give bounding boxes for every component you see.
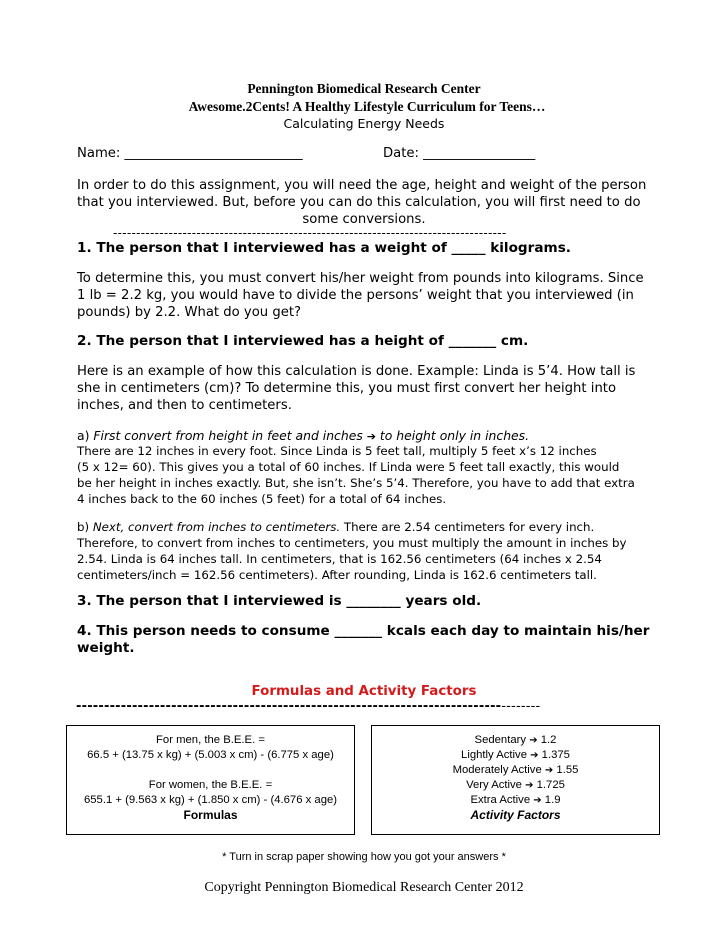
activity-value: 1.375 bbox=[541, 749, 570, 761]
men-bee-label: For men, the B.E.E. = bbox=[156, 734, 265, 746]
step-b-lead: Next, convert from inches to centimeters. bbox=[89, 520, 341, 534]
copyright-footer: Copyright Pennington Biomedical Research Center 2012 bbox=[204, 880, 524, 895]
step-b-heading bbox=[77, 519, 594, 535]
activity-item-very-active bbox=[372, 778, 659, 793]
activity-label: Lightly Active bbox=[461, 749, 527, 761]
intro-line-1: In order to do this assignment, you will need the age, height and weight of the person bbox=[77, 178, 647, 193]
step-a-line-2: (5 x 12= 60). This gives you a total of 60 inches. If Linda were 5 feet tall exactly, this would bbox=[77, 460, 620, 474]
step-b-letter: b) bbox=[77, 520, 90, 534]
step-b-rest: There are 2.54 centimeters for every inch. bbox=[340, 520, 595, 534]
step-a-lead: First convert from height in feet and inches bbox=[89, 428, 367, 443]
scrap-paper-note: * Turn in scrap paper showing how you got your answers * bbox=[222, 851, 506, 863]
formulas-box bbox=[66, 725, 355, 835]
section-divider: ------------------------------------------------------------------------------------- bbox=[113, 226, 507, 240]
arrow-right-icon: ➔ bbox=[530, 750, 539, 761]
step-b-line-1: Therefore, to convert from inches to centimeters, you must multiply the amount in inches by bbox=[77, 536, 627, 550]
activity-item-moderately-active bbox=[372, 763, 659, 778]
arrow-right-icon: ➔ bbox=[544, 765, 554, 776]
activity-label: Moderately Active bbox=[452, 764, 542, 776]
activity-label: Very Active bbox=[466, 779, 522, 791]
women-bee-formula: 655.1 + (9.563 x kg) + (1.850 x cm) - (4.676 x age) bbox=[83, 794, 338, 806]
formulas-divider bbox=[76, 699, 540, 714]
activity-value: 1.725 bbox=[536, 779, 565, 791]
formulas-section-title: Formulas and Activity Factors bbox=[251, 684, 477, 699]
arrow-right-icon: ➔ bbox=[366, 430, 376, 443]
step-a-heading bbox=[77, 428, 529, 443]
men-bee-formula: 66.5 + (13.75 x kg) + (5.003 x cm) - (6.775 x age) bbox=[87, 749, 334, 761]
activity-item-lightly-active bbox=[372, 748, 659, 763]
question-1-heading: 1. The person that I interviewed has a weight of _____ kilograms. bbox=[77, 240, 571, 256]
question-3-heading: 3. The person that I interviewed is ________ years old. bbox=[77, 593, 482, 609]
women-bee-label: For women, the B.E.E. = bbox=[148, 779, 273, 791]
question-2-heading: 2. The person that I interviewed has a height of _______ cm. bbox=[77, 333, 529, 349]
intro-line-3: some conversions. bbox=[302, 212, 426, 227]
activity-label: Extra Active bbox=[470, 794, 531, 806]
q1-text-3: pounds) by 2.2. What do you get? bbox=[77, 305, 302, 320]
activity-value: 1.2 bbox=[540, 734, 557, 746]
activity-value: 1.9 bbox=[544, 794, 561, 806]
curriculum-title: Awesome.2Cents! A Healthy Lifestyle Curriculum for Teens… bbox=[188, 99, 546, 114]
q2-text-2: she in centimeters (cm)? To determine this, you must first convert her height into bbox=[77, 381, 617, 396]
formulas-caption: Formulas bbox=[183, 808, 238, 822]
activity-item-sedentary bbox=[372, 733, 659, 748]
formulas-divider-main: ---------------------------------------------------------------------------- bbox=[76, 699, 502, 714]
arrow-right-icon: ➔ bbox=[525, 780, 534, 791]
formulas-divider-tail: -------- bbox=[501, 699, 541, 714]
date-field[interactable]: Date: _________________ bbox=[383, 146, 536, 161]
activity-factors-box bbox=[371, 725, 660, 835]
activity-factors-caption: Activity Factors bbox=[470, 808, 561, 822]
arrow-right-icon: ➔ bbox=[529, 735, 538, 746]
q1-text-1: To determine this, you must convert his/her weight from pounds into kilograms. Since bbox=[77, 271, 644, 286]
activity-label: Sedentary bbox=[474, 734, 527, 746]
intro-line-2: that you interviewed. But, before you can do this calculation, you will first need to do bbox=[77, 195, 641, 210]
step-a-line-1: There are 12 inches in every foot. Since Linda is 5 feet tall, multiply 5 feet x’s 12 inches bbox=[77, 444, 597, 458]
org-title: Pennington Biomedical Research Center bbox=[247, 81, 481, 96]
arrow-right-icon: ➔ bbox=[533, 795, 542, 806]
step-a-letter: a) bbox=[77, 428, 90, 443]
step-a-line-4: 4 inches back to the 60 inches (5 feet) for a total of 64 inches. bbox=[77, 492, 447, 506]
activity-item-extra-active bbox=[372, 793, 659, 808]
step-b-line-2: 2.54. Linda is 64 inches tall. In centimeters, that is 162.56 centimeters (64 inches x 2.54 bbox=[77, 552, 602, 566]
step-a-lead-2: to height only in inches. bbox=[375, 428, 530, 443]
step-b-line-3: centimeters/inch = 162.56 centimeters). After rounding, Linda is 162.6 centimeters tall. bbox=[77, 568, 597, 582]
q2-text-3: inches, and then to centimeters. bbox=[77, 398, 292, 413]
name-field[interactable]: Name: ___________________________ bbox=[77, 146, 303, 161]
question-4-line-2: weight. bbox=[77, 640, 135, 656]
q2-text-1: Here is an example of how this calculation is done. Example: Linda is 5’4. How tall is bbox=[77, 364, 636, 379]
page-title: Calculating Energy Needs bbox=[283, 116, 445, 131]
step-a-line-3: be her height in inches exactly. But, she isn’t. She’s 5’4. Therefore, you have to add that extra bbox=[77, 476, 635, 490]
question-4-line-1: 4. This person needs to consume _______ kcals each day to maintain his/her bbox=[77, 623, 650, 639]
q1-text-2: 1 lb = 2.2 kg, you would have to divide the persons’ weight that you interviewed (in bbox=[77, 288, 634, 303]
activity-value: 1.55 bbox=[556, 764, 579, 776]
